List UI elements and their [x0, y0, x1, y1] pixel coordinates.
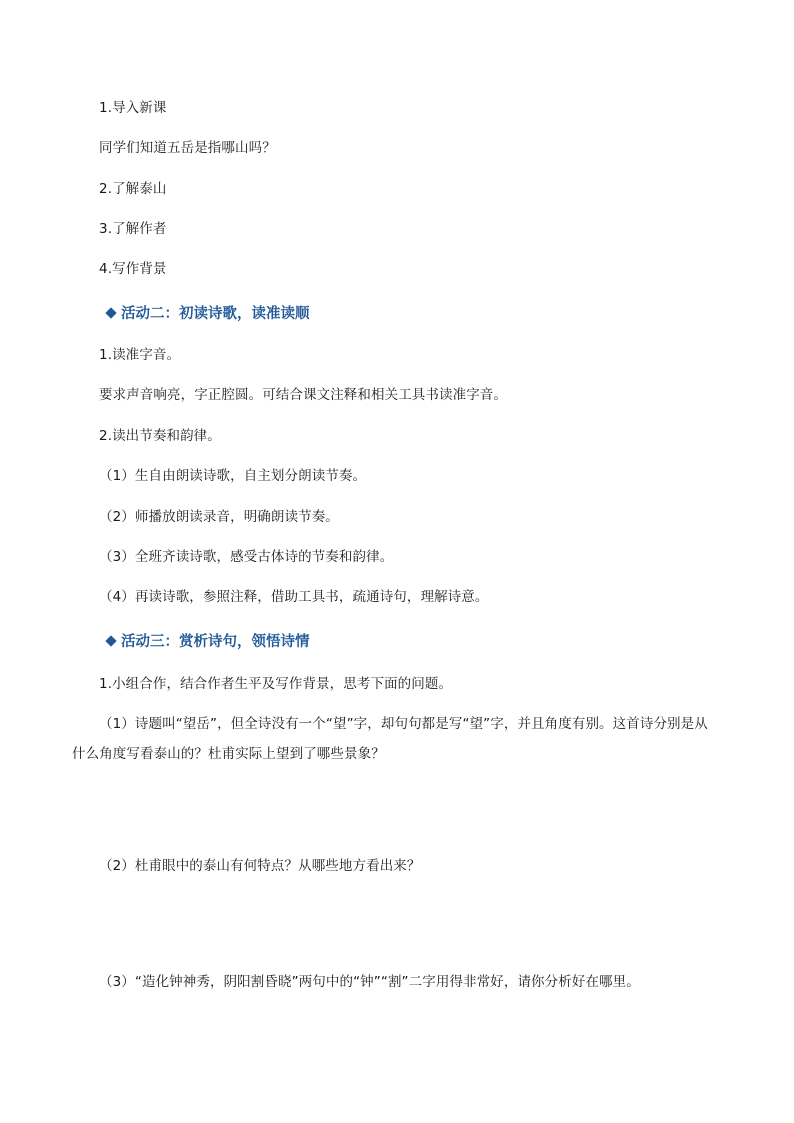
rhythm-step-2: （2）师播放朗读录音，明确朗读节奏。 [99, 509, 339, 525]
activity-two-heading [105, 304, 310, 324]
item-read-rhythm: 2.读出节奏和韵律。 [99, 428, 221, 444]
diamond-bullet-icon [105, 635, 116, 646]
question-2: （2）杜甫眼中的泰山有何特点？从哪些地方看出来？ [99, 858, 421, 874]
item-learn-taishan: 2.了解泰山 [99, 181, 167, 197]
question-3: （3）“造化钟神秀，阴阳割昏晓”两句中的“钟”“割”二字用得非常好，请你分析好在哪里。 [99, 974, 640, 990]
item-learn-author: 3.了解作者 [99, 221, 167, 237]
activity-three-heading [105, 632, 310, 652]
item-import-lesson: 1.导入新课 [99, 100, 167, 116]
diamond-bullet-icon [105, 307, 116, 318]
item-read-pronunciation: 1.读准字音。 [99, 347, 181, 363]
item-group-work: 1.小组合作，结合作者生平及写作背景，思考下面的问题。 [99, 676, 453, 692]
pronunciation-requirement: 要求声音响亮，字正腔圆。可结合课文注释和相关工具书读准字音。 [99, 387, 507, 403]
question-1-line-1: （1）诗题叫“望岳”，但全诗没有一个“望”字，却句句都是写“望”字，并且角度有别。这首诗分别是从 [99, 716, 708, 732]
activity-two-title: 活动二：初读诗歌，读准读顺 [121, 305, 310, 322]
item-writing-background: 4.写作背景 [99, 261, 167, 277]
rhythm-step-1: （1）生自由朗读诗歌，自主划分朗读节奏。 [99, 468, 367, 484]
rhythm-step-4: （4）再读诗歌，参照注释，借助工具书，疏通诗句，理解诗意。 [99, 589, 489, 605]
question-five-mountains: 同学们知道五岳是指哪山吗？ [99, 140, 276, 156]
activity-three-title: 活动三：赏析诗句，领悟诗情 [121, 633, 310, 650]
rhythm-step-3: （3）全班齐读诗歌，感受古体诗的节奏和韵律。 [99, 549, 394, 565]
question-1-line-2: 什么角度写看泰山的？杜甫实际上望到了哪些景象？ [72, 746, 385, 762]
